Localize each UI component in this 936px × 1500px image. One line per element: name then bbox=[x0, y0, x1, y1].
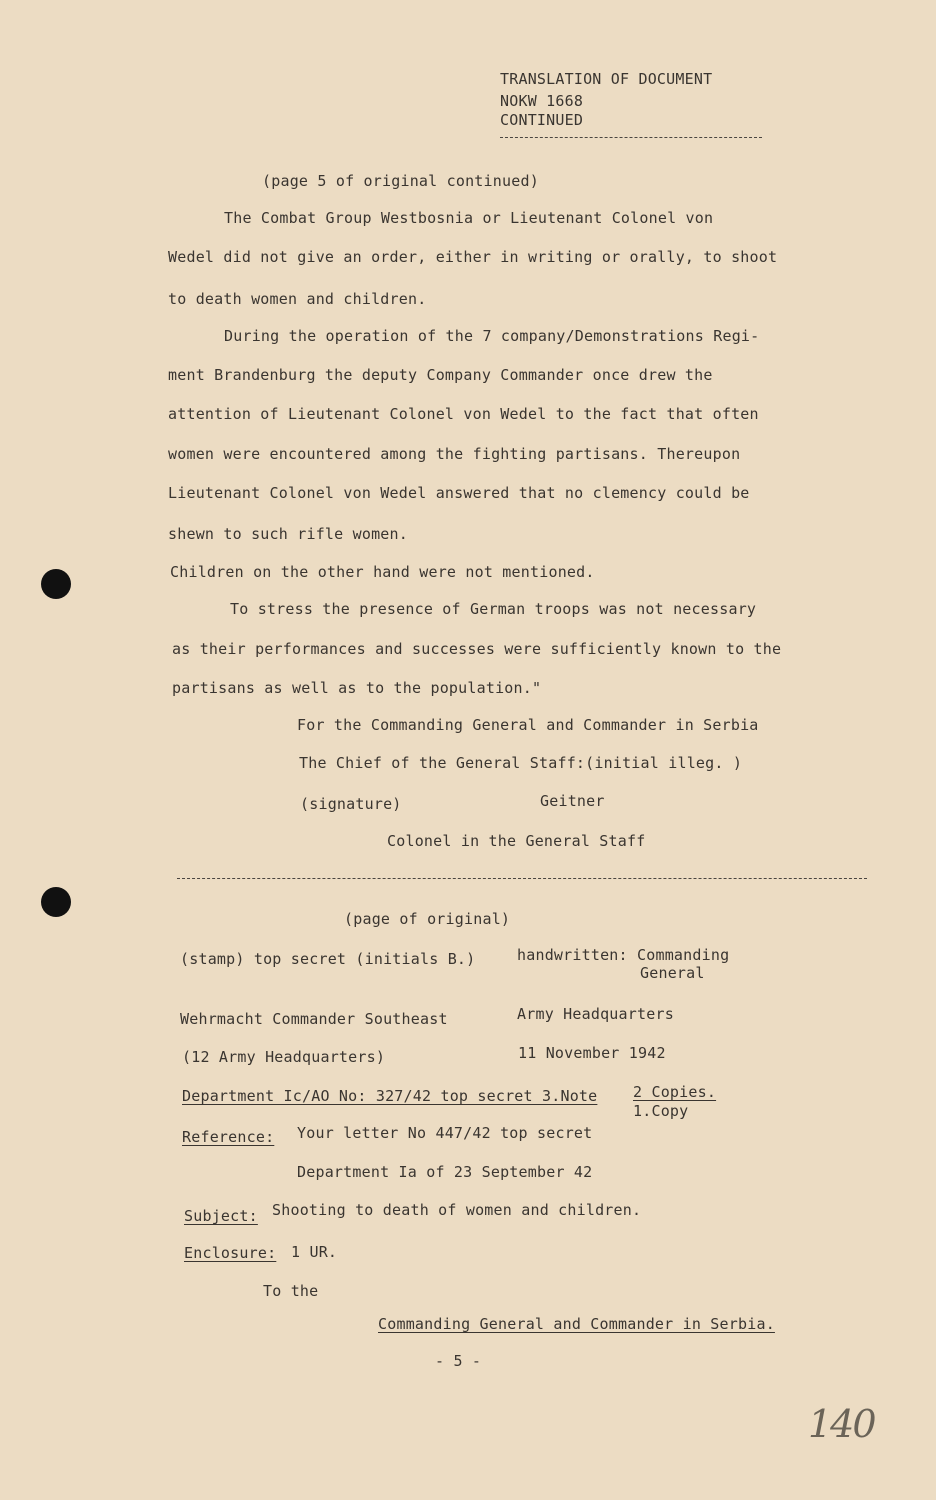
reference-text: Your letter No 447/42 top secret bbox=[297, 1124, 593, 1142]
para2-line6: shewn to such rifle women. bbox=[168, 525, 408, 543]
header-continued: CONTINUED bbox=[500, 111, 584, 129]
para4-line1: To stress the presence of German troops was not necessary bbox=[230, 600, 757, 618]
handwritten-page-number: 140 bbox=[808, 1402, 875, 1446]
signature-line2: The Chief of the General Staff:(initial illeg. ) bbox=[299, 754, 743, 772]
header-divider bbox=[500, 137, 762, 138]
addressee: Commanding General and Commander in Serbia. bbox=[378, 1315, 775, 1333]
para1-line3: to death women and children. bbox=[168, 290, 427, 308]
letter-date: 11 November 1942 bbox=[518, 1044, 666, 1062]
para2-line3: attention of Lieutenant Colonel von Wedel to the fact that often bbox=[168, 405, 759, 423]
headquarters: Army Headquarters bbox=[517, 1005, 674, 1023]
copy-number: 1.Copy bbox=[633, 1102, 689, 1120]
para2-line5: Lieutenant Colonel von Wedel answered that no clemency could be bbox=[168, 484, 750, 502]
subject-text: Shooting to death of women and children. bbox=[272, 1201, 642, 1219]
para4-line3: partisans as well as to the population." bbox=[172, 679, 542, 697]
page-note: (page 5 of original continued) bbox=[262, 172, 539, 190]
para2-line4: women were encountered among the fighting partisans. Thereupon bbox=[168, 445, 741, 463]
stamp-note: (stamp) top secret (initials B.) bbox=[180, 950, 476, 968]
signature-rank: Colonel in the General Staff bbox=[387, 832, 646, 850]
addressee-intro: To the bbox=[263, 1282, 319, 1300]
para3: Children on the other hand were not mentioned. bbox=[170, 563, 595, 581]
department-line: Department Ic/AO No: 327/42 top secret 3.Note bbox=[182, 1087, 598, 1105]
sender-line2: (12 Army Headquarters) bbox=[182, 1048, 386, 1066]
handwritten-note-line1: handwritten: Commanding bbox=[517, 946, 730, 964]
reference-label: Reference: bbox=[182, 1128, 275, 1146]
enclosure-label: Enclosure: bbox=[184, 1244, 277, 1262]
signature-line1: For the Commanding General and Commander in Serbia bbox=[297, 716, 759, 734]
signature-name: Geitner bbox=[540, 792, 605, 810]
subject-label: Subject: bbox=[184, 1207, 258, 1225]
page-footer: - 5 - bbox=[435, 1352, 482, 1370]
para2-line1: During the operation of the 7 company/Demonstrations Regi- bbox=[224, 327, 760, 345]
punch-hole-top bbox=[41, 569, 71, 599]
header-doc-number: NOKW 1668 bbox=[500, 92, 584, 110]
para2-line2: ment Brandenburg the deputy Company Commander once drew the bbox=[168, 366, 713, 384]
sender-line1: Wehrmacht Commander Southeast bbox=[180, 1010, 448, 1028]
punch-hole-bottom bbox=[41, 887, 71, 917]
para4-line2: as their performances and successes were sufficiently known to the bbox=[172, 640, 782, 658]
enclosure-text: 1 UR. bbox=[291, 1243, 338, 1261]
copies-count: 2 Copies. bbox=[633, 1083, 717, 1101]
para1-line2: Wedel did not give an order, either in writing or orally, to shoot bbox=[168, 248, 778, 266]
section-divider bbox=[177, 878, 867, 879]
signature-label: (signature) bbox=[300, 795, 402, 813]
header-title: TRANSLATION OF DOCUMENT bbox=[500, 70, 713, 88]
para1-line1: The Combat Group Westbosnia or Lieutenant Colonel von bbox=[224, 209, 714, 227]
handwritten-note-line2: General bbox=[640, 964, 705, 982]
reference-text-2: Department Ia of 23 September 42 bbox=[297, 1163, 593, 1181]
page-note-2: (page of original) bbox=[344, 910, 511, 928]
